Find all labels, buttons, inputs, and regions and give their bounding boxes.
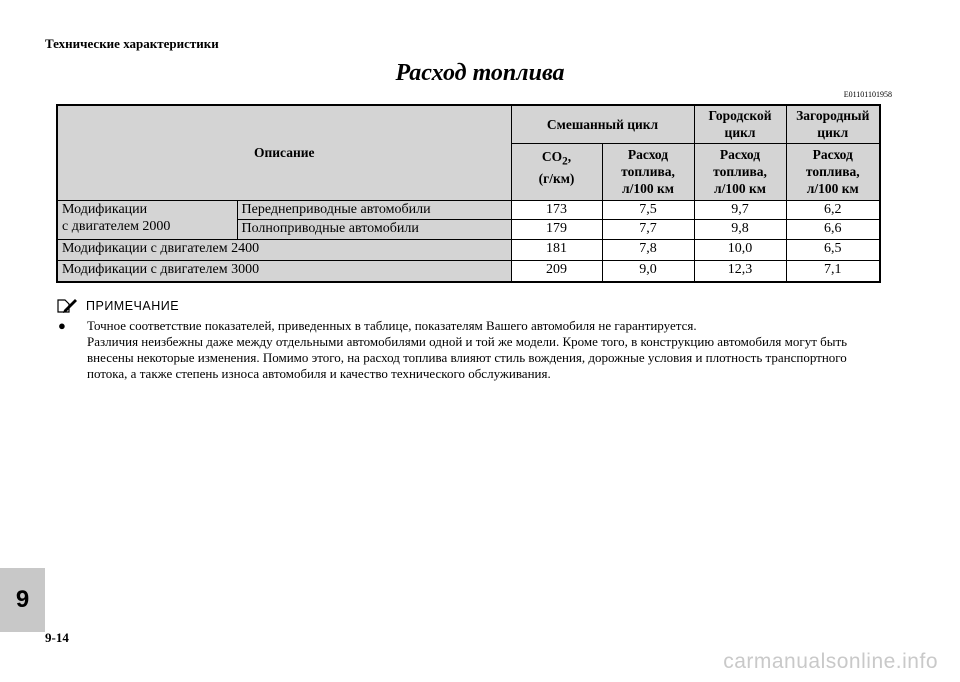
table-row	[57, 239, 880, 260]
note-heading-text: ПРИМЕЧАНИЕ	[86, 299, 180, 313]
header-highway-line1: Загородный	[796, 108, 870, 124]
cell-city: 9,7	[694, 200, 786, 219]
cell-co2: 181	[511, 239, 602, 260]
cell-co2: 173	[511, 200, 602, 219]
fuel-line3: л/100 км	[806, 181, 859, 196]
row-group-2000	[57, 200, 237, 239]
note-lines	[87, 318, 886, 382]
note-line: потока, а также степень износа автомобиля и качество технического обслуживания.	[87, 366, 551, 381]
pencil-note-icon	[56, 298, 78, 314]
header-city-cycle	[694, 105, 786, 143]
section-header: Технические характеристики	[45, 36, 219, 51]
watermark: carmanualsonline.info	[723, 650, 938, 673]
cell-city: 10,0	[694, 239, 786, 260]
fuel-line1: Расход	[627, 147, 669, 162]
page-title: Расход топлива	[395, 60, 565, 86]
cell-highway: 6,2	[786, 200, 880, 219]
table-row	[57, 200, 880, 219]
header-co2-main: CO	[541, 148, 563, 164]
note-line: Различия неизбежны даже между отдельными автомобилями одной и той же модели. Кроме того, в конструкцию автомобиля могут быть	[87, 334, 848, 349]
fuel-consumption-table	[56, 104, 881, 283]
cell-city: 12,3	[694, 260, 786, 282]
note-line: внесены некоторые изменения. Помимо этого, на расход топлива влияют стиль вождения, дорожные условия и плотность транспортного	[87, 350, 847, 365]
row-group-line2: с двигателем 2000	[62, 218, 171, 234]
cell-highway: 7,1	[786, 260, 880, 282]
header-highway-line2: цикл	[817, 125, 849, 141]
row-label: Модификации с двигателем 3000	[57, 260, 511, 282]
page-number: 9-14	[45, 630, 69, 645]
header-mixed-cycle: Смешанный цикл	[511, 105, 694, 143]
header-fuel-city	[694, 143, 786, 200]
header-co2	[511, 143, 602, 200]
header-description: Описание	[57, 105, 511, 200]
cell-mixed: 7,7	[602, 219, 694, 239]
header-co2-sub: 2	[562, 155, 568, 168]
cell-co2: 179	[511, 219, 602, 239]
fuel-line2: топлива,	[621, 164, 675, 179]
cell-mixed: 7,5	[602, 200, 694, 219]
table-row	[57, 260, 880, 282]
cell-mixed: 7,8	[602, 239, 694, 260]
fuel-line3: л/100 км	[622, 181, 674, 196]
header-fuel-mixed	[602, 143, 694, 200]
cell-mixed: 9,0	[602, 260, 694, 282]
header-co2-unit: (г/км)	[538, 171, 575, 187]
header-fuel-highway	[786, 143, 880, 200]
fuel-line1: Расход	[719, 147, 761, 162]
note-heading	[56, 298, 179, 314]
header-city-line1: Городской	[708, 108, 772, 124]
header-co2-tail: ,	[567, 148, 572, 164]
bullet-icon: ●	[58, 318, 66, 333]
chapter-tab: 9	[0, 568, 45, 632]
row-group-line1: Модификации	[62, 201, 148, 217]
row-label: Полноприводные автомобили	[237, 219, 511, 239]
header-highway-cycle	[786, 105, 880, 143]
header-city-line2: цикл	[724, 125, 756, 141]
cell-co2: 209	[511, 260, 602, 282]
row-label: Переднеприводные автомобили	[237, 200, 511, 219]
fuel-line1: Расход	[812, 147, 853, 162]
note-line: Точное соответствие показателей, приведенных в таблице, показателям Вашего автомобиля не гарантируется.	[87, 318, 697, 333]
cell-highway: 6,5	[786, 239, 880, 260]
fuel-line3: л/100 км	[714, 181, 766, 196]
cell-highway: 6,6	[786, 219, 880, 239]
row-label: Модификации с двигателем 2400	[57, 239, 511, 260]
fuel-line2: топлива,	[805, 164, 860, 179]
fuel-line2: топлива,	[713, 164, 767, 179]
cell-city: 9,8	[694, 219, 786, 239]
document-code: E01101101958	[843, 90, 892, 99]
note-body	[56, 318, 886, 382]
